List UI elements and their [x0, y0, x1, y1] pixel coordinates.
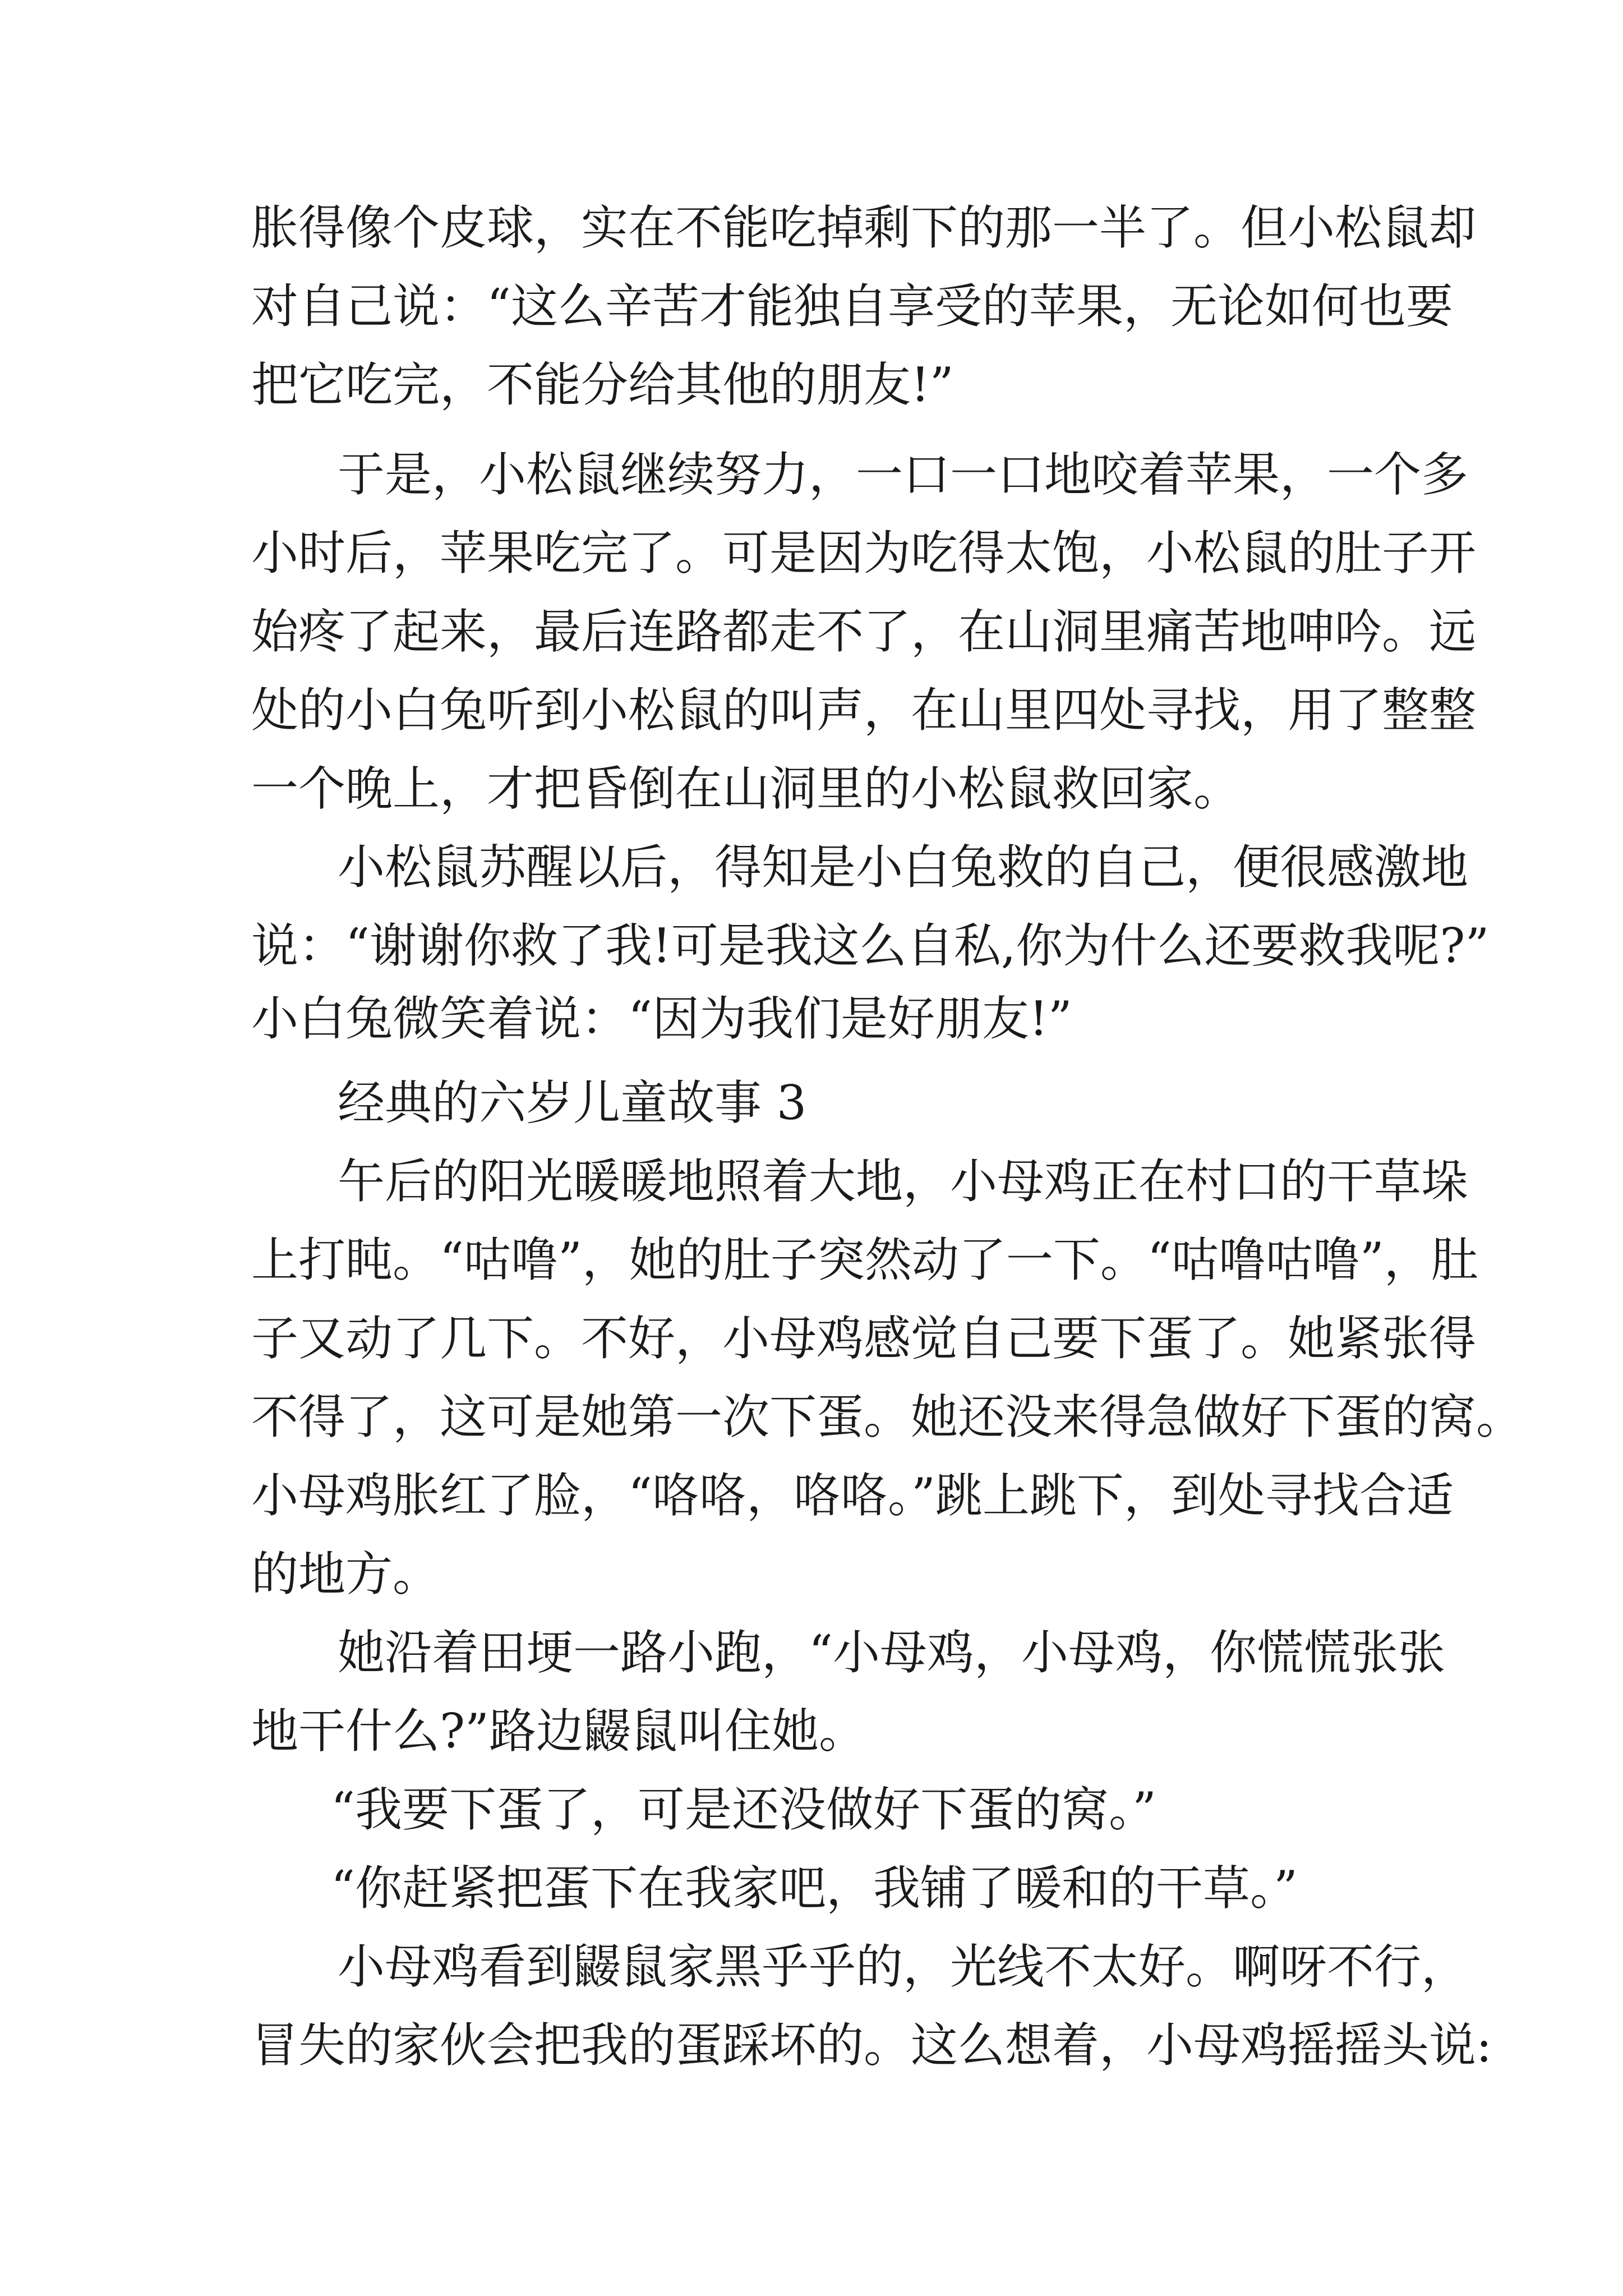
text-line: 午后的阳光暖暖地照着大地，小母鸡正在村口的干草垛 — [338, 1154, 1469, 1209]
text-line: 冒失的家伙会把我的蛋踩坏的。这么想着，小母鸡摇摇头说: — [251, 2018, 1492, 2073]
text-line: 把它吃完，不能分给其他的朋友!” — [251, 357, 954, 412]
text-line: 于是，小松鼠继续努力，一口一口地咬着苹果，一个多 — [338, 447, 1469, 502]
text-line: 对自己说：“这么辛苦才能独自享受的苹果，无论如何也要 — [251, 279, 1453, 334]
text-line: 上打盹。“咕噜”，她的肚子突然动了一下。“咕噜咕噜”，肚 — [251, 1232, 1478, 1287]
text-line: 处的小白兔听到小松鼠的叫声，在山里四处寻找，用了整整 — [251, 683, 1477, 738]
text-line: 她沿着田埂一路小跑，“小母鸡，小母鸡，你慌慌张张 — [338, 1625, 1445, 1680]
text-line: 胀得像个皮球，实在不能吃掉剩下的那一半了。但小松鼠却 — [251, 200, 1477, 255]
text-line: “你赶紧把蛋下在我家吧，我铺了暖和的干草。” — [331, 1861, 1298, 1916]
text-line: 小母鸡看到鼹鼠家黑乎乎的，光线不太好。啊呀不行， — [338, 1939, 1469, 1994]
text-line: 子又动了几下。不好，小母鸡感觉自己要下蛋了。她紧张得 — [251, 1311, 1477, 1366]
text-line: 小时后，苹果吃完了。可是因为吃得太饱，小松鼠的肚子开 — [251, 526, 1477, 581]
text-line: 小母鸡胀红了脸，“咯咯，咯咯。”跳上跳下，到处寻找合适 — [251, 1468, 1454, 1523]
text-line: 不得了，这可是她第一次下蛋。她还没来得急做好下蛋的窝。 — [251, 1389, 1524, 1444]
text-line: 的地方。 — [251, 1547, 440, 1602]
text-line: 说：“谢谢你救了我!可是我这么自私,你为什么还要救我呢?” — [251, 918, 1490, 973]
text-line: 始疼了起来，最后连路都走不了，在山洞里痛苦地呻吟。远 — [251, 604, 1477, 659]
text-line: 地干什么?”路边鼹鼠叫住她。 — [251, 1704, 866, 1759]
text-line: 小白兔微笑着说：“因为我们是好朋友!” — [251, 991, 1072, 1046]
text-line: “我要下蛋了，可是还没做好下蛋的窝。” — [331, 1782, 1156, 1837]
text-line: 小松鼠苏醒以后，得知是小白兔救的自己，便很感激地 — [338, 840, 1469, 895]
text-line: 一个晚上，才把昏倒在山洞里的小松鼠救回家。 — [251, 761, 1241, 816]
section-heading: 经典的六岁儿童故事 3 — [338, 1075, 807, 1130]
